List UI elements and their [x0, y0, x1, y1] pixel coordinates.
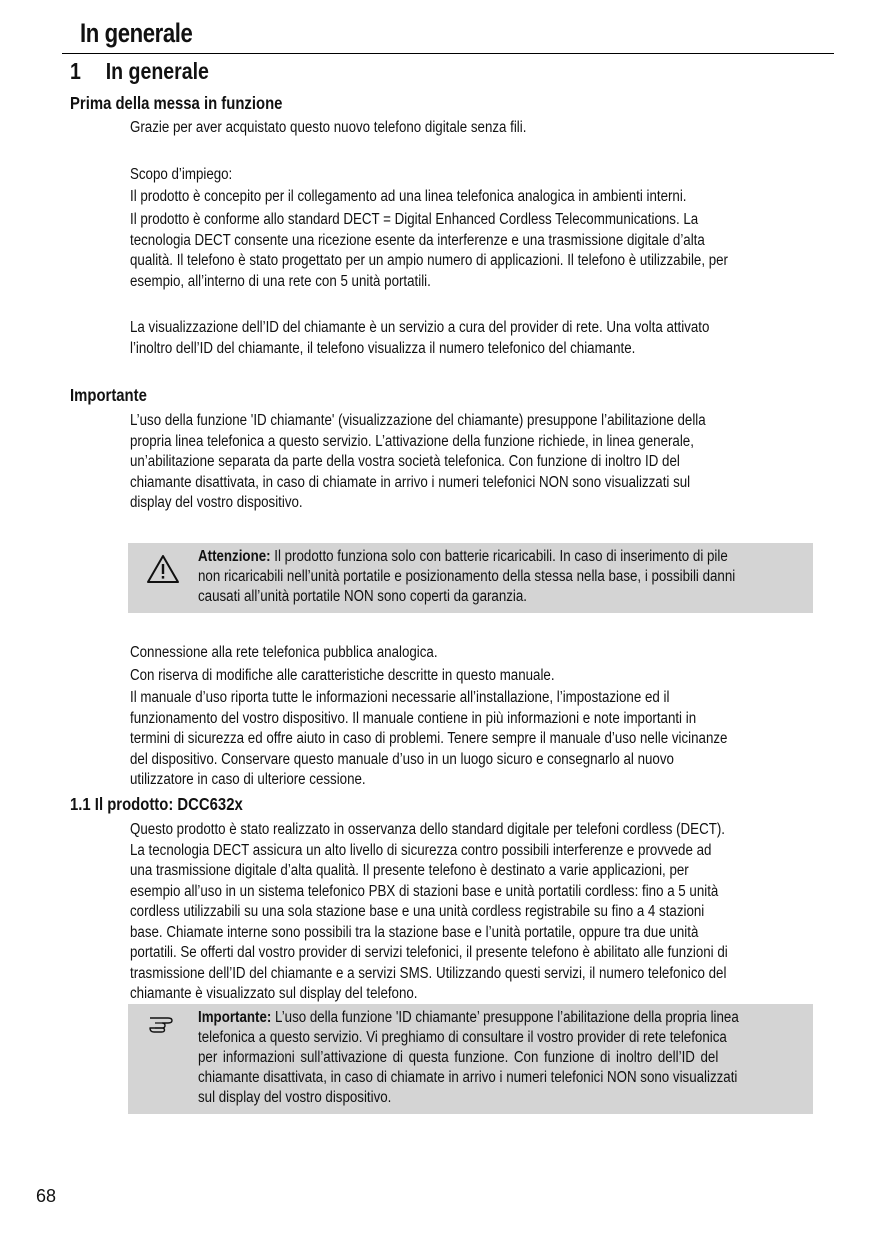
prima-dect-paragraph	[130, 210, 810, 292]
header-rule	[62, 53, 834, 54]
text-line: Con riserva di modifiche alle caratteristiche descritte in questo manuale.	[130, 667, 555, 684]
heading-prodotto: 1.1 Il prodotto: DCC632x	[70, 794, 243, 814]
page-number: 68	[36, 1186, 57, 1206]
text-line: cordless utilizzabili su una sola stazione base e una unità cordless registrabile su fino a 4 stazioni	[130, 903, 705, 920]
text-line: Scopo d’impiego:	[130, 166, 233, 183]
importante-paragraph	[130, 411, 810, 514]
text-line: La tecnologia DECT assicura un alto livello di sicurezza contro possibili interferenze e provvede ad	[130, 841, 712, 859]
note-label: Importante:	[198, 1009, 272, 1026]
text-line: non ricaricabili nell’unità portatile e posizionamento della stessa nella base, i possibili danni	[198, 568, 736, 585]
text-line: Grazie per aver acquistato questo nuovo telefono digitale senza fili.	[130, 119, 527, 136]
text-line: chiamante è visualizzato sul display del telefono.	[130, 985, 418, 1002]
warning-first-line: Il prodotto funziona solo con batterie ricaricabili. In caso di inserimento di pile	[270, 548, 728, 565]
text-line: Il prodotto è concepito per il collegamento ad una linea telefonica analogica in ambienti interni.	[130, 188, 687, 205]
text-line: base. Chiamate interne sono possibili tra la stazione base e l’unità portatile, oppure tra due unità	[130, 923, 699, 941]
text-line: per informazioni sull’attivazione di questa funzione. Con funzione di inoltro dell’ID del	[198, 1049, 719, 1066]
text-line: L’uso della funzione 'ID chiamante' (visualizzazione del chiamante) presuppone l’abilitazione della	[130, 412, 706, 429]
section-number: 1	[70, 58, 81, 84]
prima-scopo	[130, 165, 810, 186]
prima-caller-paragraph	[130, 318, 810, 359]
text-line: Connessione alla rete telefonica pubblica analogica.	[130, 644, 438, 661]
note-first-line: L’uso della funzione 'ID chiamante’ presuppone l’abilitazione della propria linea	[271, 1009, 739, 1026]
warning-triangle-icon	[146, 553, 180, 590]
text-line: sul display del vostro dispositivo.	[198, 1089, 392, 1106]
text-line: Il manuale d’uso riporta tutte le informazioni necessarie all’installazione, l’impostazione ed il	[130, 689, 670, 706]
text-line: una trasmissione digitale d’alta qualità. Il presente telefono è destinato a varie applicazioni, per	[130, 862, 689, 879]
prima-thanks	[130, 118, 810, 139]
prima-scopo-text	[130, 187, 810, 208]
heading-importante: Importante	[70, 385, 147, 405]
text-line: chiamante disattivata, in caso di chiamate in arrivo i numeri telefonici NON sono visualizzati	[198, 1069, 738, 1086]
text-line: l’inoltro dell’ID del chiamante, il telefono visualizza il numero telefonico del chiamante.	[130, 339, 636, 357]
section-title	[70, 58, 209, 85]
warning-text	[198, 547, 803, 607]
note-text	[198, 1008, 803, 1108]
misc-riserva	[130, 666, 810, 687]
heading-prima: Prima della messa in funzione	[70, 93, 283, 113]
text-line: trasmissione dell’ID del chiamante e a servizi SMS. Utilizzando questi servizi, il numero telefonico del	[130, 964, 727, 982]
section-title-text: In generale	[105, 58, 209, 84]
text-line: La visualizzazione dell’ID del chiamante è un servizio a cura del provider di rete. Una volta attivato	[130, 319, 710, 336]
text-line: Questo prodotto è stato realizzato in osservanza dello standard digitale per telefoni cordless (DECT).	[130, 821, 725, 838]
text-line: causati all’unità portatile NON sono coperti da garanzia.	[198, 588, 527, 605]
text-line: funzionamento del vostro dispositivo. Il manuale contiene in più informazioni e note importanti in	[130, 709, 697, 727]
misc-connessione	[130, 643, 810, 664]
text-line: chiamante disattivata, in caso di chiamate in arrivo i numeri telefonici NON sono visualizzati sul	[130, 473, 691, 491]
text-line: Il prodotto è conforme allo standard DECT = Digital Enhanced Cordless Telecommunications. La	[130, 211, 699, 228]
header-title: In generale	[80, 18, 193, 48]
text-line: display del vostro dispositivo.	[130, 494, 303, 511]
prodotto-paragraph	[130, 820, 810, 1005]
text-line	[198, 1008, 739, 1028]
text-line: propria linea telefonica a questo servizio. L’attivazione della funzione richiede, in linea generale,	[130, 432, 694, 450]
text-line: portatili. Se offerti dal vostro provider di servizi telefonici, il presente telefono è abilitato alle funzioni di	[130, 944, 728, 961]
text-line	[198, 547, 728, 567]
text-line: termini di sicurezza ed offre aiuto in caso di problemi. Tenere sempre il manuale d’uso nelle vicinanze	[130, 730, 728, 747]
warning-box	[128, 543, 813, 613]
pointing-hand-icon	[148, 1012, 178, 1039]
text-line: qualità. Il telefono è stato progettato per un ampio numero di applicazioni. Il telefono è utilizzabile, per	[130, 252, 728, 269]
text-line: tecnologia DECT consente una ricezione esente da interferenze e una trasmissione digitale d’alta	[130, 231, 705, 249]
text-line: esempio, all’interno di una rete con 5 unità portatili.	[130, 272, 431, 290]
text-line: telefonica a questo servizio. Vi preghiamo di consultare il vostro provider di rete telefonica	[198, 1029, 727, 1046]
warning-label: Attenzione:	[198, 548, 271, 565]
misc-manuale-paragraph	[130, 688, 810, 791]
text-line: utilizzatore in caso di ulteriore cessione.	[130, 771, 366, 788]
text-line: esempio all’uso in un sistema telefonico PBX di stazioni base e unità portatili cordless: fino a 5 unità	[130, 882, 719, 900]
note-box	[128, 1004, 813, 1114]
text-line: del dispositivo. Conservare questo manuale d’uso in un luogo sicuro e consegnarlo al nuovo	[130, 750, 674, 768]
text-line: un’abilitazione separata da parte della vostra società telefonica. Con funzione di inoltro ID del	[130, 453, 680, 470]
